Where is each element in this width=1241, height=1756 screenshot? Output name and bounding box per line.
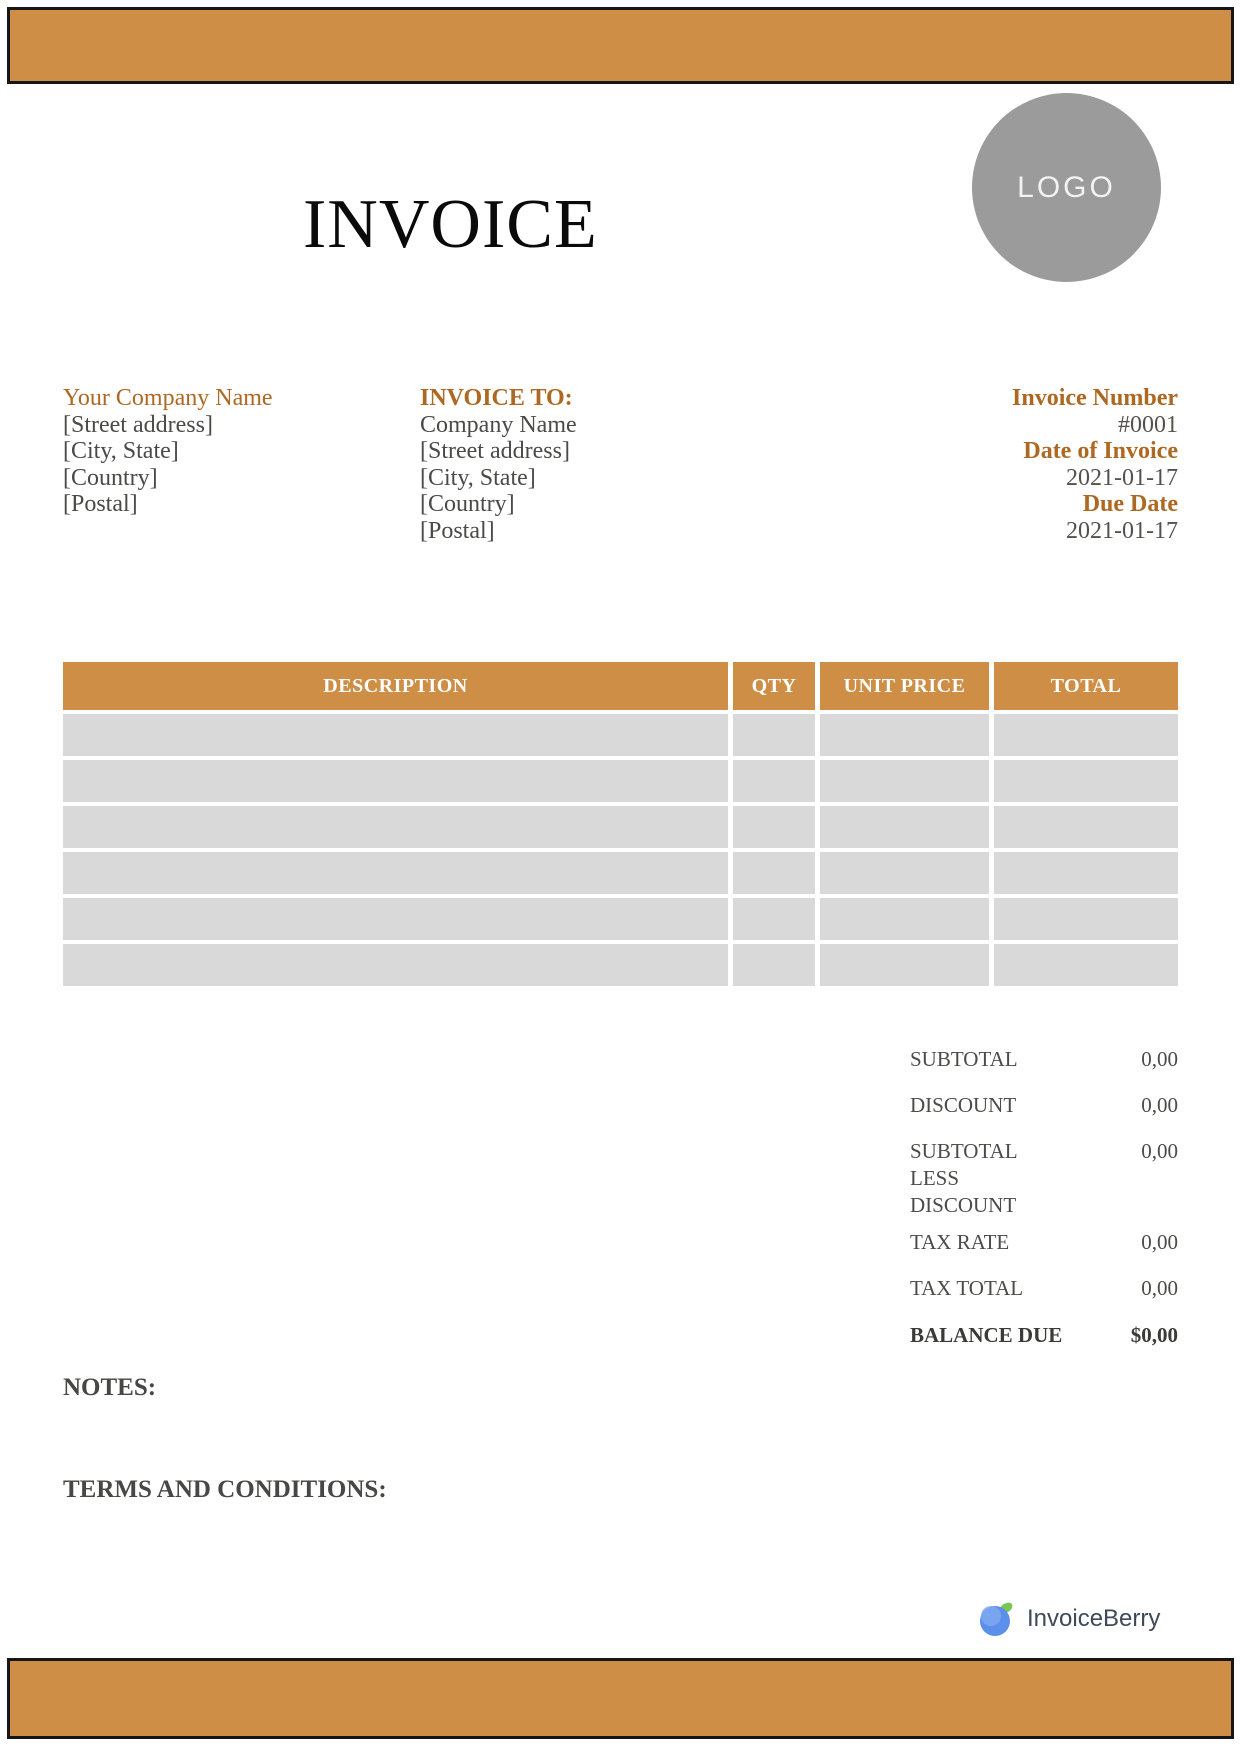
table-row	[63, 852, 1178, 894]
top-accent-bar	[7, 7, 1234, 84]
invoice-number-value: #0001	[1118, 411, 1178, 438]
cell-total	[994, 714, 1178, 756]
cell-unit-price	[820, 852, 989, 894]
cell-description	[63, 714, 728, 756]
table-row	[63, 760, 1178, 802]
header-description: DESCRIPTION	[63, 662, 728, 710]
invoice-meta-block	[858, 385, 1178, 544]
cell-unit-price	[820, 760, 989, 802]
discount-label: DISCOUNT	[910, 1093, 1017, 1117]
cell-unit-price	[820, 944, 989, 986]
cell-total	[994, 806, 1178, 848]
cell-total	[994, 898, 1178, 940]
subtotal-less-discount-label: SUBTOTAL LESS DISCOUNT	[910, 1139, 1017, 1217]
summary-row-tax-total	[910, 1275, 1178, 1302]
table-row	[63, 714, 1178, 756]
company-block	[63, 385, 393, 518]
summary-row-balance-due	[910, 1322, 1178, 1349]
cell-qty	[733, 806, 815, 848]
logo-placeholder	[972, 93, 1161, 282]
line-items-table	[63, 662, 1178, 990]
company-name: Your Company Name	[63, 385, 273, 411]
logo-placeholder-label: LOGO	[1017, 170, 1116, 204]
cell-qty	[733, 898, 815, 940]
subtotal-label: SUBTOTAL	[910, 1047, 1018, 1071]
tax-rate-value: 0,00	[1141, 1230, 1178, 1254]
terms-heading: TERMS AND CONDITIONS:	[63, 1476, 387, 1503]
cell-qty	[733, 944, 815, 986]
cell-description	[63, 760, 728, 802]
table-header-row	[63, 662, 1178, 710]
balance-due-value: $0,00	[1130, 1323, 1178, 1347]
company-address-line: [Street address]	[63, 411, 213, 438]
table-row	[63, 898, 1178, 940]
table-row	[63, 944, 1178, 986]
invoiceberry-berry-icon	[979, 1600, 1019, 1638]
invoice-to-line: [Street address]	[420, 438, 570, 464]
invoice-number-label: Invoice Number	[1012, 385, 1178, 411]
discount-value: 0,00	[1141, 1093, 1178, 1117]
summary-row-discount	[910, 1092, 1178, 1119]
cell-total	[994, 944, 1178, 986]
cell-description	[63, 852, 728, 894]
header-qty: QTY	[733, 662, 815, 710]
cell-description	[63, 806, 728, 848]
subtotal-value: 0,00	[1141, 1047, 1178, 1071]
invoice-to-heading: INVOICE TO:	[420, 385, 573, 411]
invoice-to-line: [City, State]	[420, 464, 536, 491]
company-address-line: [City, State]	[63, 438, 179, 464]
cell-qty	[733, 714, 815, 756]
header-total: TOTAL	[994, 662, 1178, 710]
cell-unit-price	[820, 806, 989, 848]
cell-total	[994, 852, 1178, 894]
cell-unit-price	[820, 898, 989, 940]
cell-description	[63, 898, 728, 940]
cell-unit-price	[820, 714, 989, 756]
due-date-label: Due Date	[1082, 491, 1178, 517]
tax-total-label: TAX TOTAL	[910, 1276, 1024, 1300]
cell-description	[63, 944, 728, 986]
invoiceberry-wordmark: InvoiceBerry	[1027, 1605, 1161, 1632]
invoiceberry-branding	[979, 1600, 1160, 1638]
company-address-line: [Country]	[63, 464, 158, 491]
notes-heading: NOTES:	[63, 1374, 157, 1401]
table-row	[63, 806, 1178, 848]
invoice-to-line: [Country]	[420, 491, 515, 517]
cell-total	[994, 760, 1178, 802]
page-title: INVOICE	[303, 186, 598, 263]
summary-row-tax-rate	[910, 1229, 1178, 1256]
due-date-value: 2021-01-17	[1066, 517, 1178, 544]
invoice-date-value: 2021-01-17	[1066, 464, 1178, 491]
header-unit-price: UNIT PRICE	[820, 662, 989, 710]
company-address-line: [Postal]	[63, 491, 138, 517]
invoice-to-line: Company Name	[420, 411, 577, 438]
cell-qty	[733, 760, 815, 802]
invoice-to-line: [Postal]	[420, 517, 495, 544]
invoice-date-label: Date of Invoice	[1023, 438, 1178, 464]
tax-rate-label: TAX RATE	[910, 1230, 1010, 1254]
subtotal-less-discount-value: 0,00	[1141, 1139, 1178, 1163]
cell-qty	[733, 852, 815, 894]
bottom-accent-bar	[7, 1658, 1234, 1739]
invoice-to-block	[420, 385, 750, 544]
summary-row-subtotal	[910, 1046, 1178, 1073]
summary-row-subtotal-less-discount	[910, 1138, 1178, 1219]
tax-total-value: 0,00	[1141, 1276, 1178, 1300]
balance-due-label: BALANCE DUE	[910, 1323, 1063, 1347]
